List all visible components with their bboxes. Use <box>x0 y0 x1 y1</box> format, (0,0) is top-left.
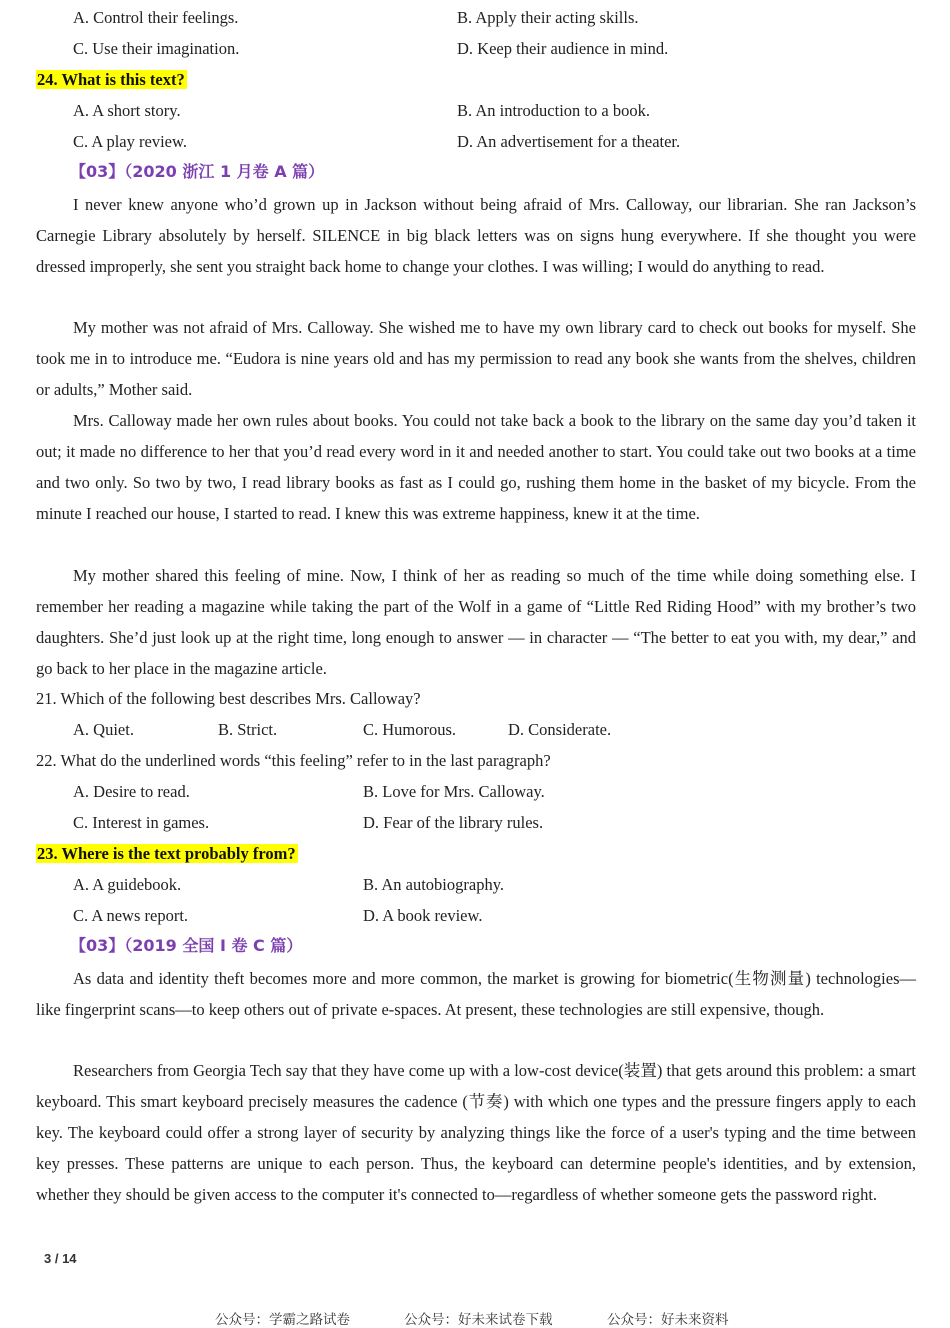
q24-option-d: D. An advertisement for a theater. <box>457 132 681 151</box>
q22-option-c: C. Interest in games. <box>73 813 210 832</box>
option-a: A. Control their feelings. <box>73 8 239 27</box>
q22-option-d: D. Fear of the library rules. <box>363 813 544 832</box>
option-b: B. Apply their acting skills. <box>457 8 639 27</box>
passage2-paragraph-1: As data and identity theft becomes more and more common, the market is growing for biometric(生物测量) technologies—like fingerprint scans—to keep others out of private e-spaces. At present, these technologies are still expensive, though. <box>36 969 916 1019</box>
q21-option-d: D. Considerate. <box>508 720 612 739</box>
q24-option-a: A. A short story. <box>73 101 181 120</box>
passage2-paragraph-2: Researchers from Georgia Tech say that they have come up with a low-cost device(装置) that gets around this problem: a smart keyboard. This smart keyboard precisely measures the cadence (节奏) with which one types and the pressure fingers apply to each key. The keyboard could offer a strong layer of security by analyzing things like the force of a user's typing and the time between key presses. These patterns are unique to each person. Thus, the keyboard can determine people's identities, and by extension, whether they should be given access to the computer it's connected to—regardless of whether someone gets the password right. <box>36 1061 916 1204</box>
passage1-paragraph-1: I never knew anyone who’d grown up in Jackson without being afraid of Mrs. Calloway, our librarian. She ran Jackson’s Carnegie Library absolutely by herself. SILENCE in big black letters was on signs hung everywhere. If she thought you were dressed improperly, she sent you straight back home to change your clothes. I was willing; I would do anything to read. <box>36 195 916 276</box>
question-23 <box>36 844 298 864</box>
section-title-2019: 【03】（2019 全国 I 卷 C 篇） <box>70 936 303 955</box>
page-number: 3 / 14 <box>44 1251 77 1266</box>
q23-option-c: C. A news report. <box>73 906 189 925</box>
question-22: 22. What do the underlined words “this feeling” refer to in the last paragraph? <box>36 751 551 770</box>
footer-account-3: 公众号：好未来资料 <box>607 1312 729 1328</box>
q21-option-a: A. Quiet. <box>73 720 134 739</box>
option-d: D. Keep their audience in mind. <box>457 39 669 58</box>
q23-option-d: D. A book review. <box>363 906 483 925</box>
q21-option-c: C. Humorous. <box>363 720 457 739</box>
q22-option-a: A. Desire to read. <box>73 782 190 801</box>
question-24 <box>36 70 187 90</box>
passage1-paragraph-3: Mrs. Calloway made her own rules about books. You could not take back a book to the library on the same day you’d taken it out; it made no difference to her that you’d read every word in it and needed another to start. You could take out two books at a time and two only. So two by two, I read library books as fast as I could go, rushing them home in the basket of my bicycle. From the minute I reached our house, I started to read. I knew this was extreme happiness, knew it at the time. <box>36 411 916 523</box>
passage1-paragraph-4: My mother shared this feeling of mine. Now, I think of her as reading so much of the time while doing something else. I remember her reading a magazine while taking the part of the Wolf in a game of “Little Red Riding Hood” with my brother’s two daughters. She’d just look up at the right time, long enough to answer — in character — “The better to eat you with, my dear,” and go back to her place in the magazine article. <box>36 566 916 678</box>
question-21: 21. Which of the following best describes Mrs. Calloway? <box>36 689 421 708</box>
q22-option-b: B. Love for Mrs. Calloway. <box>363 782 545 801</box>
q23-option-a: A. A guidebook. <box>73 875 182 894</box>
q24-option-c: C. A play review. <box>73 132 187 151</box>
footer-account-2: 公众号：好未来试卷下载 <box>404 1312 553 1328</box>
question-23-stem: 23. Where is the text probably from? <box>37 844 296 863</box>
passage1-paragraph-2: My mother was not afraid of Mrs. Calloway. She wished me to have my own library card to check out books for myself. She took me in to introduce me. “Eudora is nine years old and has my permission to read any book she wants from the shelves, children or adults,” Mother said. <box>36 318 916 399</box>
section-title-2020: 【03】（2020 浙江 1 月卷 A 篇） <box>70 162 325 181</box>
q24-option-b: B. An introduction to a book. <box>457 101 650 120</box>
footer-account-1: 公众号：学霸之路试卷 <box>215 1312 350 1328</box>
option-c: C. Use their imagination. <box>73 39 240 58</box>
question-24-stem: 24. What is this text? <box>37 70 185 89</box>
q23-option-b: B. An autobiography. <box>363 875 504 894</box>
q21-option-b: B. Strict. <box>218 720 278 739</box>
